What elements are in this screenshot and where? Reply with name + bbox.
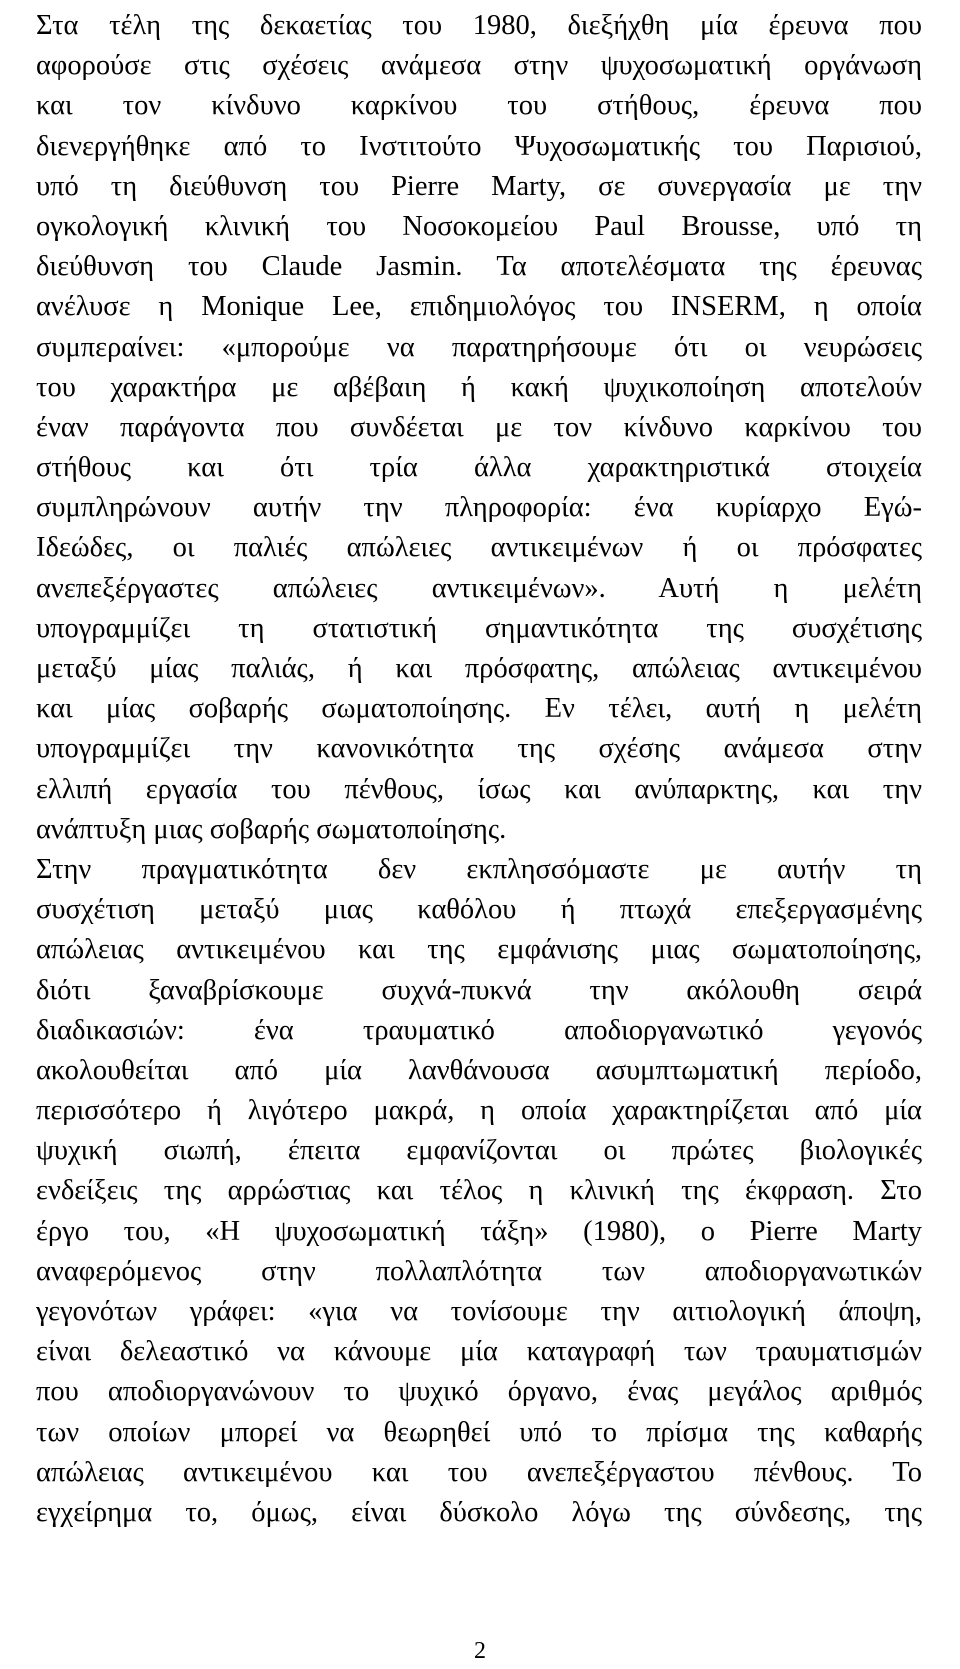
text-line: έργο του, «Η ψυχοσωματική τάξη» (1980), ο Pierre Marty <box>36 1215 922 1247</box>
text-line: ανέλυσε η Monique Lee, επιδημιολόγος του INSERM, η οποία <box>36 291 922 323</box>
text-line: Στα τέλη της δεκαετίας του 1980, διεξήχθη μία έρευνα που <box>36 10 922 41</box>
text-line: απώλειας αντικειμένου και του ανεπεξέργαστου πένθους. Το <box>36 1456 922 1488</box>
text-line: απώλειας αντικειμένου και της εμφάνισης μιας σωματοποίησης, <box>36 934 922 966</box>
text-line: υπό τη διεύθυνση του Pierre Marty, σε συνεργασία με την <box>36 170 922 202</box>
page-number: 2 <box>474 1638 486 1664</box>
text-line: υπογραμμίζει τη στατιστική σημαντικότητα της συσχέτισης <box>36 612 922 644</box>
text-line: μεταξύ μίας παλιάς, ή και πρόσφατης, απώλειας αντικειμένου <box>36 653 922 684</box>
text-line: συμπληρώνουν αυτήν την πληροφορία: ένα κυρίαρχο Εγώ- <box>36 492 922 524</box>
text-line: ψυχική σιωπή, έπειτα εμφανίζονται οι πρώτες βιολογικές <box>36 1135 922 1167</box>
paragraph-1 <box>36 6 922 850</box>
text-line: συσχέτιση μεταξύ μιας καθόλου ή πτωχά επεξεργασμένης <box>36 894 922 926</box>
text-line: ακολουθείται από μία λανθάνουσα ασυμπτωματική περίοδο, <box>36 1054 922 1086</box>
text-line: διότι ξαναβρίσκουμε συχνά-πυκνά την ακόλουθη σειρά <box>36 974 922 1006</box>
text-line: υπογραμμίζει την κανονικότητα της σχέσης ανάμεσα στην <box>36 733 922 765</box>
text-line: έναν παράγοντα που συνδέεται με τον κίνδυνο καρκίνου του <box>36 411 922 443</box>
text-line: των οποίων μπορεί να θεωρηθεί υπό το πρίσμα της καθαρής <box>36 1416 922 1448</box>
text-line: αφορούσε στις σχέσεις ανάμεσα στην ψυχοσωματική οργάνωση <box>36 50 922 82</box>
text-line: Στην πραγματικότητα δεν εκπλησσόμαστε με αυτήν τη <box>36 853 922 885</box>
body-text <box>36 6 922 1533</box>
text-line: ογκολογική κλινική του Νοσοκομείου Paul Brousse, υπό τη <box>36 210 922 242</box>
text-line: διαδικασιών: ένα τραυματικό αποδιοργανωτικό γεγονός <box>36 1014 922 1046</box>
text-line: αναφερόμενος στην πολλαπλότητα των αποδιοργανωτικών <box>36 1255 922 1287</box>
text-line: ανάπτυξη μιας σοβαρής σωματοποίησης. <box>36 813 507 845</box>
text-line: διενεργήθηκε από το Ινστιτούτο Ψυχοσωματικής του Παρισιού, <box>36 130 922 162</box>
text-line: ανεπεξέργαστες απώλειες αντικειμένων». Αυτή η μελέτη <box>36 572 922 604</box>
text-line: συμπεραίνει: «μπορούμε να παρατηρήσουμε ότι οι νευρώσεις <box>36 331 922 363</box>
text-line: γεγονότων γράφει: «για να τονίσουμε την αιτιολογική άποψη, <box>36 1296 922 1327</box>
text-line: ενδείξεις της αρρώστιας και τέλος η κλινική της έκφραση. Στο <box>36 1175 922 1207</box>
text-line: διεύθυνση του Claude Jasmin. Τα αποτελέσματα της έρευνας <box>36 251 922 283</box>
text-line: του χαρακτήρα με αβέβαιη ή κακή ψυχικοποίηση αποτελούν <box>36 371 922 403</box>
text-line: στήθους και ότι τρία άλλα χαρακτηριστικά στοιχεία <box>36 452 922 484</box>
text-line: Ιδεώδες, οι παλιές απώλειες αντικειμένων ή οι πρόσφατες <box>36 532 922 564</box>
text-line: περισσότερο ή λιγότερο μακρά, η οποία χαρακτηρίζεται από μία <box>36 1095 922 1127</box>
text-line: εγχείρημα το, όμως, είναι δύσκολο λόγω της σύνδεσης, της <box>36 1496 922 1528</box>
text-line: που αποδιοργανώνουν το ψυχικό όργανο, ένας μεγάλος αριθμός <box>36 1376 922 1408</box>
text-line: είναι δελεαστικό να κάνουμε μία καταγραφή των τραυματισμών <box>36 1336 922 1368</box>
paragraph-2 <box>36 850 922 1533</box>
text-line: ελλιπή εργασία του πένθους, ίσως και ανύπαρκτης, και την <box>36 773 922 805</box>
text-line: και μίας σοβαρής σωματοποίησης. Εν τέλει, αυτή η μελέτη <box>36 693 922 725</box>
text-line: και τον κίνδυνο καρκίνου του στήθους, έρευνα που <box>36 90 922 122</box>
